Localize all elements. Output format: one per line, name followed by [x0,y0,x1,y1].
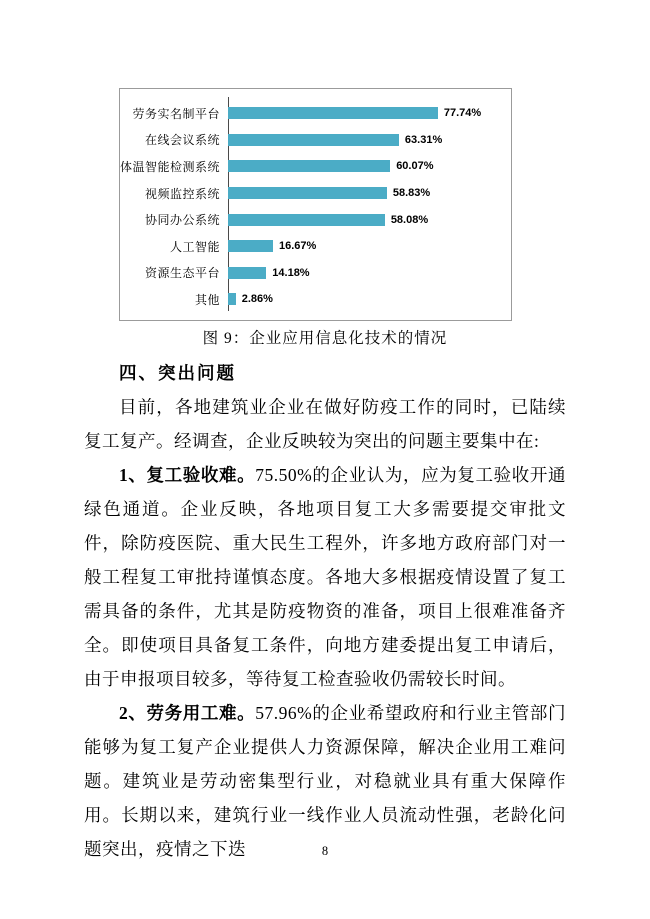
page-number: 8 [321,844,329,858]
chart-row [120,153,511,180]
chart-bar [228,187,387,199]
chart-row [120,233,511,260]
bar-chart [119,88,512,321]
issue-2-lead: 2、劳务用工难。 [119,703,256,723]
chart-category-label: 劳务实名制平台 [132,106,220,121]
chart-value-label: 58.08% [390,213,429,226]
chart-rows [120,100,511,313]
section-heading: 四、突出问题 [119,363,236,383]
chart-bar [228,160,390,172]
chart-category-label: 协同办公系统 [144,213,220,228]
document-body [84,356,566,866]
issue-1-text: 75.50%的企业认为，应为复工验收开通绿色通道。企业反映，各地项目复工大多需要提交审批文件，除防疫医院、重大民生工程外，许多地方政府部门对一般工程复工审批持谨慎态度。各地大多根据疫情设置了复工需具备的条件，尤其是防疫物资的准备，项目上很难准备齐全。即使项目具备复工条件，向地方建委提出复工申请后，由于申报项目较多，等待复工检查验收仍需较长时间。 [84,465,567,689]
chart-row [120,286,511,313]
chart-row [120,260,511,287]
chart-value-label: 2.86% [241,293,273,306]
issue-2-text: 57.96%的企业希望政府和行业主管部门能够为复工复产企业提供人力资源保障，解决企业用工难问题。建筑业是劳动密集型行业，对稳就业具有重大保障作用。长期以来，建筑行业一线作业人员流动性强，老龄化问题突出，疫情之下迭 [84,703,567,859]
issue-paragraph-2 [84,696,566,866]
chart-row [120,127,511,154]
chart-category-label: 在线会议系统 [144,133,220,148]
figure-caption: 图 9：企业应用信息化技术的情况 [202,330,448,347]
issue-1-lead: 1、复工验收难。 [119,465,256,485]
chart-value-label: 60.07% [396,160,434,173]
chart-category-label: 资源生态平台 [144,266,220,281]
chart-bar [228,214,385,226]
chart-row [120,206,511,233]
chart-row [120,100,511,127]
chart-bar [228,107,438,119]
chart-value-label: 58.83% [392,187,431,200]
chart-category-label: 人工智能 [169,239,220,254]
chart-category-label: 体温智能检测系统 [120,159,221,174]
chart-category-label: 视频监控系统 [144,186,220,201]
chart-value-label: 14.18% [272,266,310,279]
issue-paragraph-1 [84,458,566,696]
chart-bar [228,134,399,146]
chart-bar [228,293,236,305]
chart-value-label: 77.74% [443,107,482,120]
intro-paragraph: 目前，各地建筑业企业在做好防疫工作的同时，已陆续复工复产。经调查，企业反映较为突出的问题主要集中在: [84,397,566,451]
chart-row [120,180,511,207]
chart-value-label: 16.67% [279,240,317,253]
chart-value-label: 63.31% [404,133,443,146]
chart-bar [228,267,266,279]
chart-bar [228,240,273,252]
chart-category-label: 其他 [194,292,220,307]
